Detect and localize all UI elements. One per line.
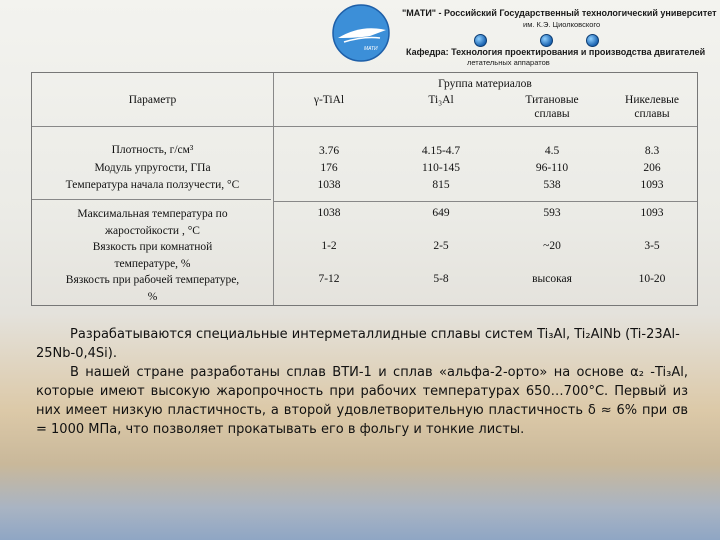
max-temp-titanium: 593 [543,207,561,219]
department-name-cont: летательных аппаратов [467,58,550,67]
slide-header [0,0,720,70]
body-text [36,325,688,439]
work-ductility-titanium: высокая [532,273,572,285]
work-ductility-nickel: 10-20 [638,273,666,285]
room-ductility-nickel: 3-5 [644,240,660,252]
row-label-density: Плотность, г/см³ [111,144,194,156]
room-ductility-gamma-tial: 1-2 [321,240,337,252]
room-ductility-ti3al: 2-5 [433,240,449,252]
max-temp-ti3al: 649 [432,207,450,219]
mati-logo [330,2,392,64]
group2-labels: Максимальная температура по жаростойкости , °С Вязкость при комнатной температуре, % Вязкость при рабочей температуре, % [65,208,240,303]
work-ductility-gamma-tial: 7-12 [318,273,340,285]
bullet-circle-icon [540,34,553,47]
materials-table [31,72,698,306]
row-label-creep-temp: Температура начала ползучести, °С [65,179,240,191]
group-header: Группа материалов [438,78,532,90]
university-name: "МАТИ" - Российский Государственный технологический университет [402,8,717,18]
university-named-after: им. К.Э. Циолковского [523,20,601,29]
bullet-circle-icon [586,34,599,47]
bullet-circle-icon [474,34,487,47]
paragraph-1: Разрабатываются специальные интерметаллидные сплавы систем Ti₃Al, Ti₂AlNb (Ti-23Al-25Nb-0,4Si). [36,327,680,361]
max-temp-nickel: 1093 [640,207,664,219]
max-temp-gamma-tial: 1038 [317,207,341,219]
paragraph-2: В нашей стране разработаны сплав ВТИ-1 и сплав «альфа-2-орто» на основе α₂ -Ti₃Al, которые имеют высокую жаропрочность при рабочих температурах 650…700°С. Первый из них имеет низкую пластичность, а второй удовлетворительную пластичность δ ≈ 6% при σв = 1000 МПа, что позволяет прокатывать его в фольгу и тонкие листы. [36,365,688,437]
group1-nickel-values: 8.3 206 1093 [640,145,664,191]
param-header: Параметр [128,94,177,106]
col-nickel-alloys: Никелевые сплавы [625,94,679,120]
group1-gamma-tial-values: 3.76 176 1038 [317,145,341,191]
work-ductility-ti3al: 5-8 [433,273,449,285]
row-label-modulus: Модуль упругости, ГПа [94,162,211,174]
col-ti3al: Ti₃Al [428,94,454,106]
col-gamma-tial: γ-TiAl [313,94,345,106]
group1-ti3al-values: 4.15-4.7 110-145 815 [421,145,461,191]
department-name: Кафедра: Технология проектирования и производства двигателей [406,47,706,57]
col-titanium-alloys: Титановые сплавы [525,94,579,120]
room-ductility-titanium: ~20 [543,240,561,252]
group1-titanium-values: 4.5 96-110 538 [535,145,569,191]
logo-text: МАТИ [364,46,378,52]
